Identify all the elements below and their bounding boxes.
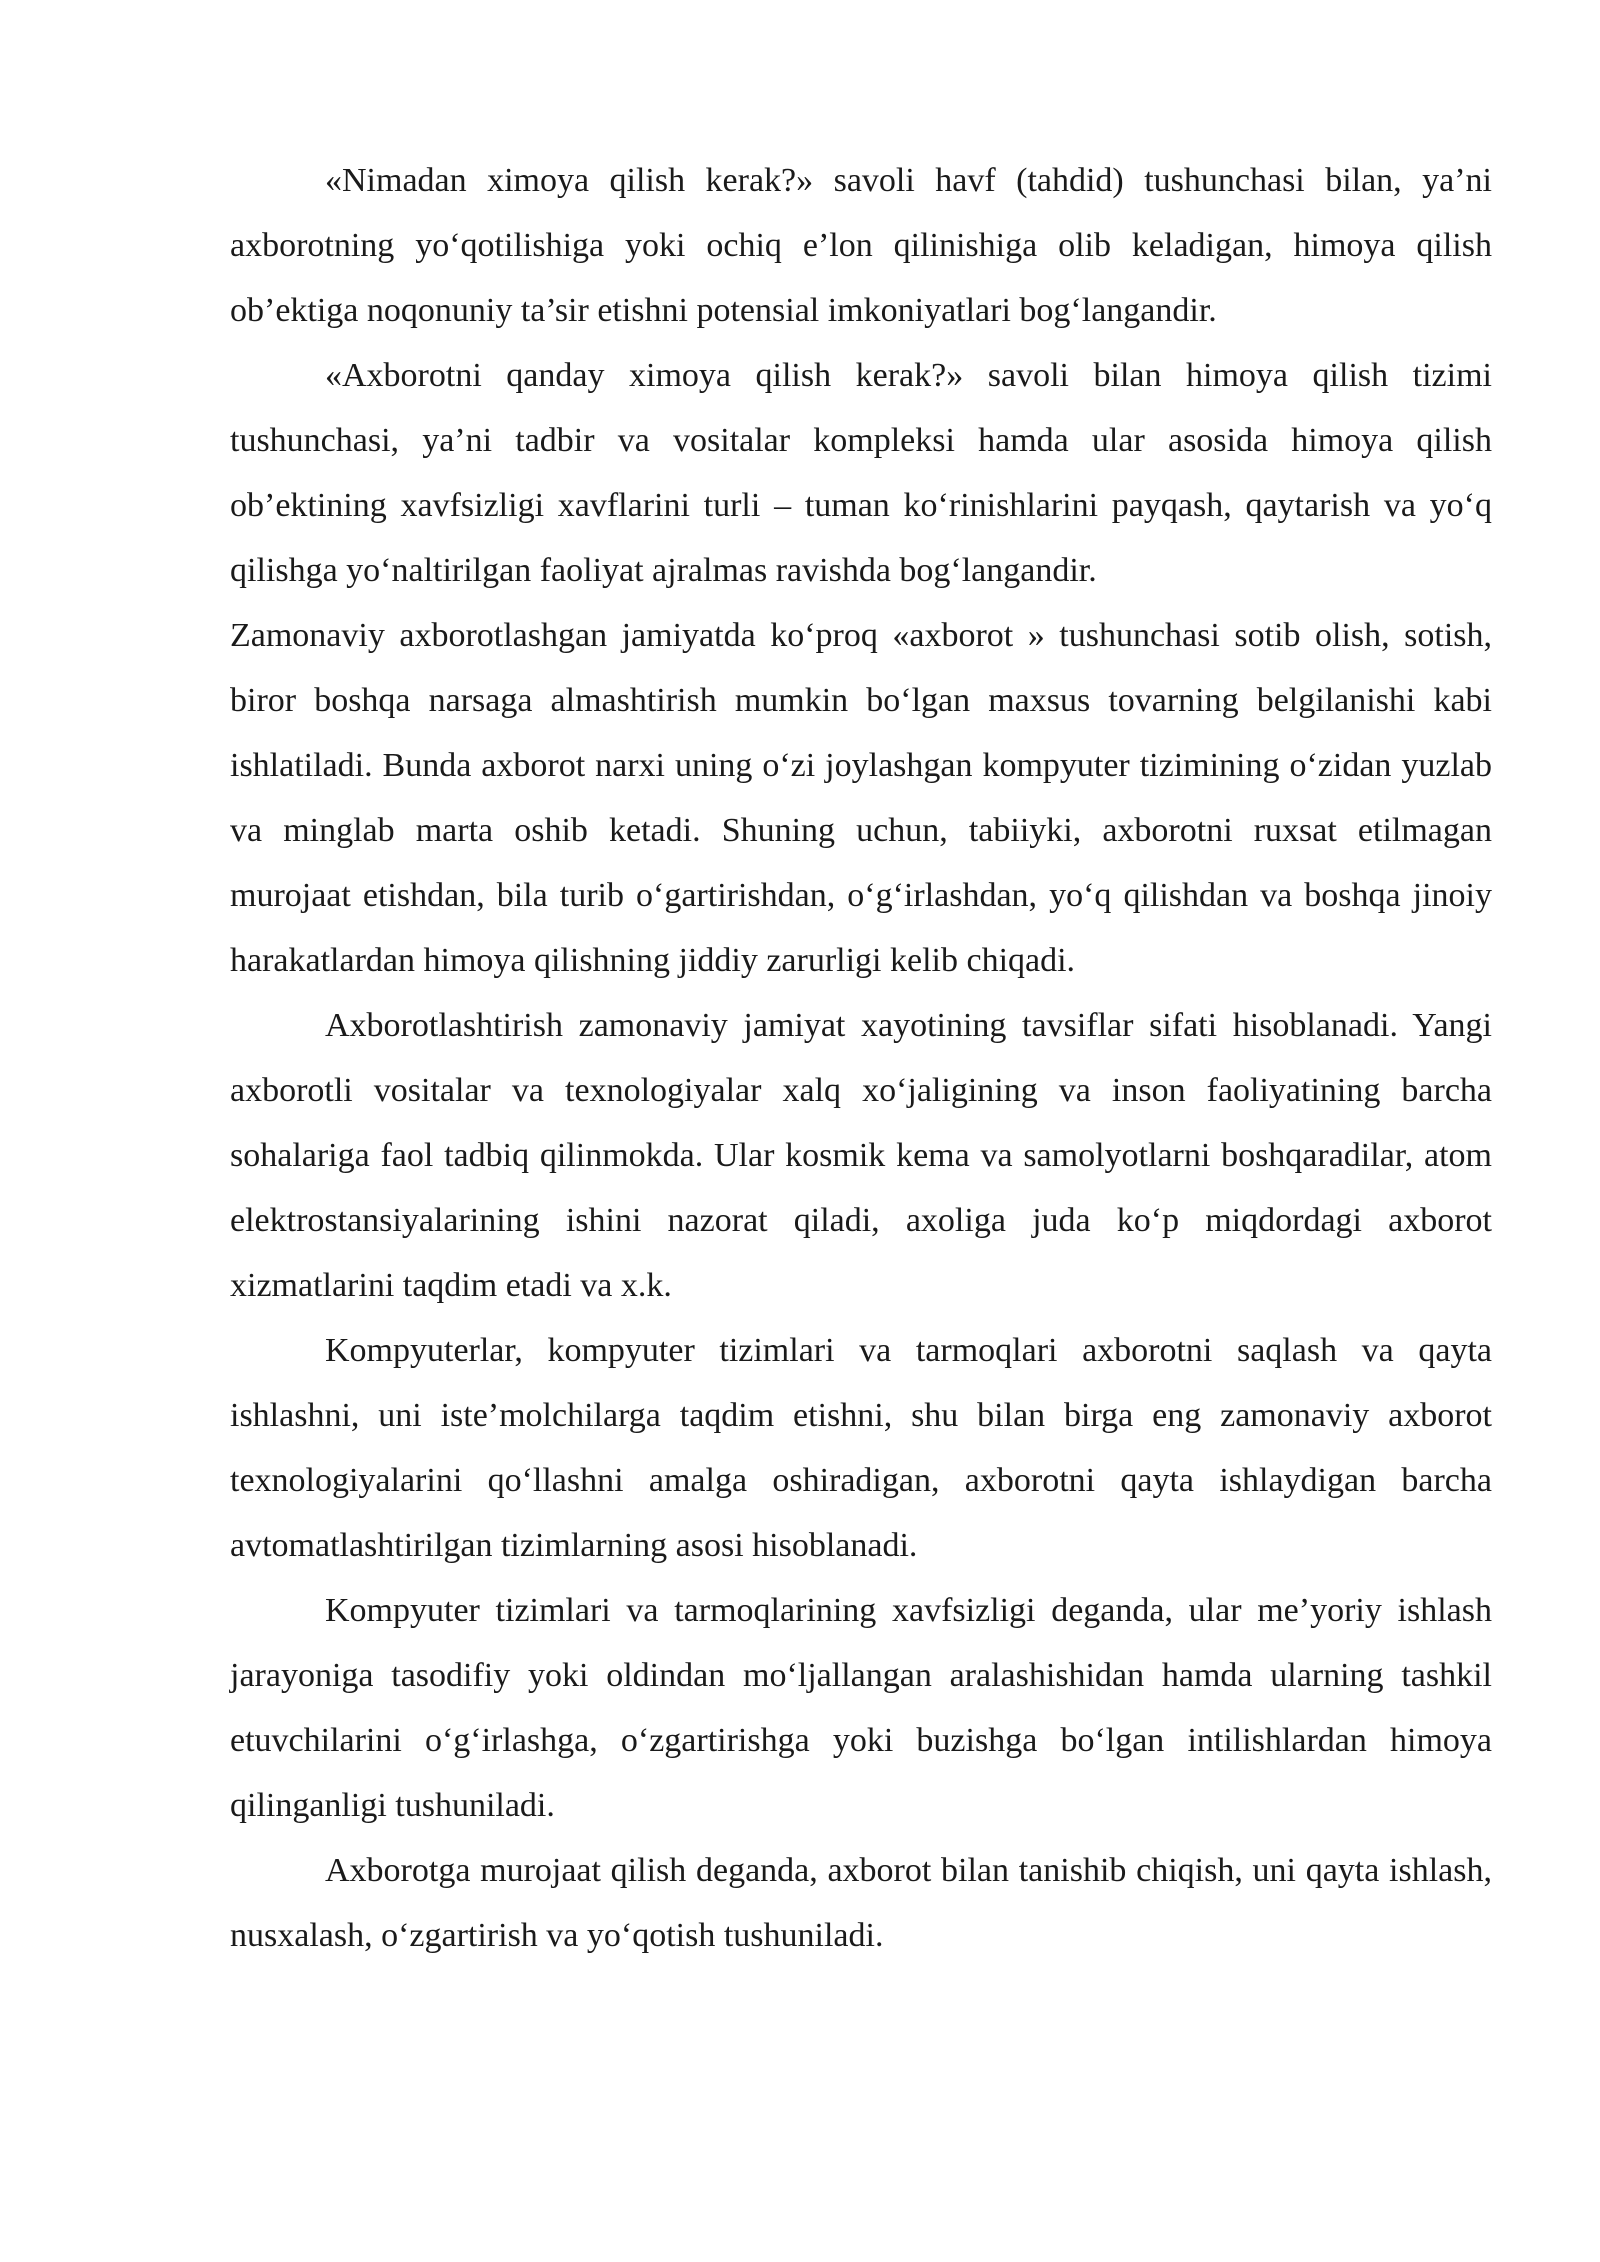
paragraph-information-access: Axborotga murojaat qilish deganda, axborot bilan tanishib chiqish, uni qayta ishlash, nusxalash, o‘zgartirish va yo‘qotish tushuniladi. — [230, 1852, 1492, 1954]
document-body — [230, 148, 1492, 1968]
paragraph-computer-systems: Kompyuterlar, kompyuter tizimlari va tarmoqlari axborotni saqlash va qayta ishlashni, uni iste’molchilarga taqdim etishni, shu bilan birga eng zamonaviy axborot texnologiyalarini qo‘llashni amalga oshiradigan, axborotni qayta ishlaydigan barcha avtomatlashtirilgan tizimlarning asosi hisoblanadi. — [230, 1332, 1492, 1564]
paragraph-protection-question: «Axborotni qanday ximoya qilish kerak?» savoli bilan himoya qilish tizimi tushunchasi, ya’ni tadbir va vositalar kompleksi hamda ular asosida himoya qilish ob’ektining xavfsizligi xavflarini turli – tuman ko‘rinishlarini payqash, qaytarish va yo‘q qilishga yo‘naltirilgan faoliyat ajralmas ravishda bog‘langandir. — [230, 357, 1492, 589]
paragraph-threat-question: «Nimadan ximoya qilish kerak?» savoli havf (tahdid) tushunchasi bilan, ya’ni axborotning yo‘qotilishiga yoki ochiq e’lon qilinishiga olib keladigan, himoya qilish ob’ektiga noqonuniy ta’sir etishni potensial imkoniyatlari bog‘langandir. — [230, 162, 1492, 329]
paragraph-information-commodity: Zamonaviy axborotlashgan jamiyatda ko‘proq «axborot » tushunchasi sotib olish, sotish, biror boshqa narsaga almashtirish mumkin bo‘lgan maxsus tovarning belgilanishi kabi ishlatiladi. Bunda axborot narxi uning o‘zi joylashgan kompyuter tizimining o‘zidan yuzlab va minglab marta oshib ketadi. Shuning uchun, tabiiyki, axborotni ruxsat etilmagan murojaat etishdan, bila turib o‘gartirishdan, o‘g‘irlashdan, yo‘q qilishdan va boshqa jinoiy harakatlardan himoya qilishning jiddiy zarurligi kelib chiqadi. — [230, 617, 1492, 979]
paragraph-informatization: Axborotlashtirish zamonaviy jamiyat xayotining tavsiflar sifati hisoblanadi. Yangi axborotli vositalar va texnologiyalar xalq xo‘jaligining va inson faoliyatining barcha sohalariga faol tadbiq qilinmokda. Ular kosmik kema va samolyotlarni boshqaradilar, atom elektrostansiyalarining ishini nazorat qiladi, axoliga juda ko‘p miqdordagi axborot xizmatlarini taqdim etadi va x.k. — [230, 1007, 1492, 1304]
paragraph-network-security: Kompyuter tizimlari va tarmoqlarining xavfsizligi deganda, ular me’yoriy ishlash jarayoniga tasodifiy yoki oldindan mo‘ljallangan aralashishidan hamda ularning tashkil etuvchilarini o‘g‘irlashga, o‘zgartirishga yoki buzishga bo‘lgan intilishlardan himoya qilinganligi tushuniladi. — [230, 1592, 1492, 1824]
